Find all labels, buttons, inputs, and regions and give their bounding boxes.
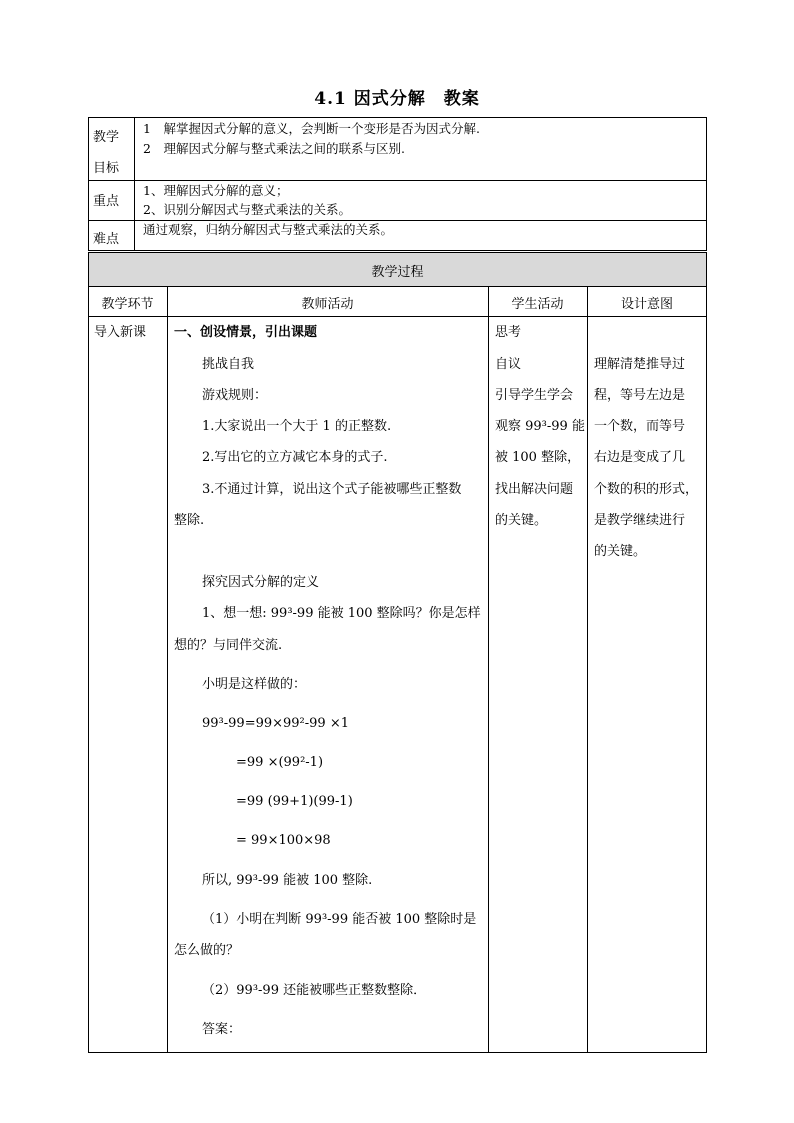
- teacher-line: 1.大家说出一个大于 1 的正整数.: [202, 419, 392, 434]
- objectives-label-1: 教学: [93, 130, 120, 145]
- col-header-stage: 教学环节: [101, 297, 154, 312]
- section-header: 教学过程: [371, 265, 424, 280]
- teacher-line: 想的？与同伴交流.: [174, 638, 283, 653]
- teacher-line: 怎么做的？: [174, 943, 240, 958]
- teacher-line: 99³-99=99×99²-99 ×1: [202, 716, 349, 731]
- objectives-line-1: 1 解掌握因式分解的意义，会判断一个变形是否为因式分解.: [143, 121, 480, 136]
- design-line: 理解清楚推导过: [594, 357, 686, 372]
- objectives-label-2: 目标: [93, 161, 120, 176]
- teacher-line: （2）99³-99 还能被哪些正整数整除．: [202, 983, 427, 998]
- teacher-line: 一、创设情景，引出课题: [174, 325, 318, 340]
- teacher-line: 2.写出它的立方减它本身的式子.: [202, 450, 388, 465]
- difficulties-label: 难点: [93, 232, 120, 247]
- objectives-line-2: 2 理解因式分解与整式乘法之间的联系与区别.: [143, 141, 405, 156]
- student-line: 找出解决问题: [495, 482, 574, 497]
- student-line: 引导学生学会: [495, 388, 574, 403]
- student-line: 思考: [495, 325, 522, 340]
- design-line: 的关键。: [594, 544, 647, 559]
- teacher-line: 挑战自我: [202, 357, 255, 372]
- teacher-line: 整除.: [174, 513, 205, 528]
- col-header-student: 学生活动: [511, 297, 564, 312]
- col-header-design: 设计意图: [620, 297, 673, 312]
- teacher-line: 所以, 99³-99 能被 100 整除.: [202, 873, 373, 888]
- student-line: 被 100 整除，: [495, 450, 581, 465]
- design-line: 右边是变成了几: [594, 450, 686, 465]
- difficulties-line-1: 通过观察，归纳分解因式与整式乘法的关系。: [143, 222, 394, 237]
- teacher-line: 游戏规则：: [202, 388, 268, 403]
- design-line: 程，等号左边是: [594, 388, 686, 403]
- teacher-line: =99 ×(99²-1): [236, 755, 324, 770]
- teacher-line: 3.不通过计算，说出这个式子能被哪些正整数: [202, 482, 462, 497]
- key-points-label: 重点: [93, 194, 120, 209]
- col-header-teacher: 教师活动: [301, 297, 354, 312]
- page-title: 4.1 因式分解 教案: [314, 89, 480, 109]
- design-line: 个数的积的形式，: [594, 482, 699, 497]
- student-line: 的关键。: [495, 513, 548, 528]
- teacher-line: = 99×100×98: [236, 833, 331, 848]
- teacher-line: 1、想一想: 99³-99 能被 100 整除吗？你是怎样: [202, 606, 481, 621]
- student-line: 自议: [495, 357, 522, 372]
- stage-cell: 导入新课: [94, 325, 147, 340]
- teacher-line: （1）小明在判断 99³-99 能否被 100 整除时是: [202, 912, 477, 927]
- teacher-line: =99 (99+1)(99-1): [236, 794, 353, 809]
- teacher-line: 答案：: [202, 1022, 242, 1037]
- design-line: 是教学继续进行: [594, 513, 686, 528]
- key-points-line-1: 1、理解因式分解的意义；: [143, 183, 289, 198]
- student-line: 观察 99³-99 能: [495, 419, 585, 434]
- key-points-line-2: 2、识别分解因式与整式乘法的关系。: [143, 202, 351, 217]
- teacher-line: 小明是这样做的：: [202, 677, 307, 692]
- design-line: 一个数，而等号: [594, 419, 686, 434]
- teacher-line: 探究因式分解的定义: [202, 575, 320, 590]
